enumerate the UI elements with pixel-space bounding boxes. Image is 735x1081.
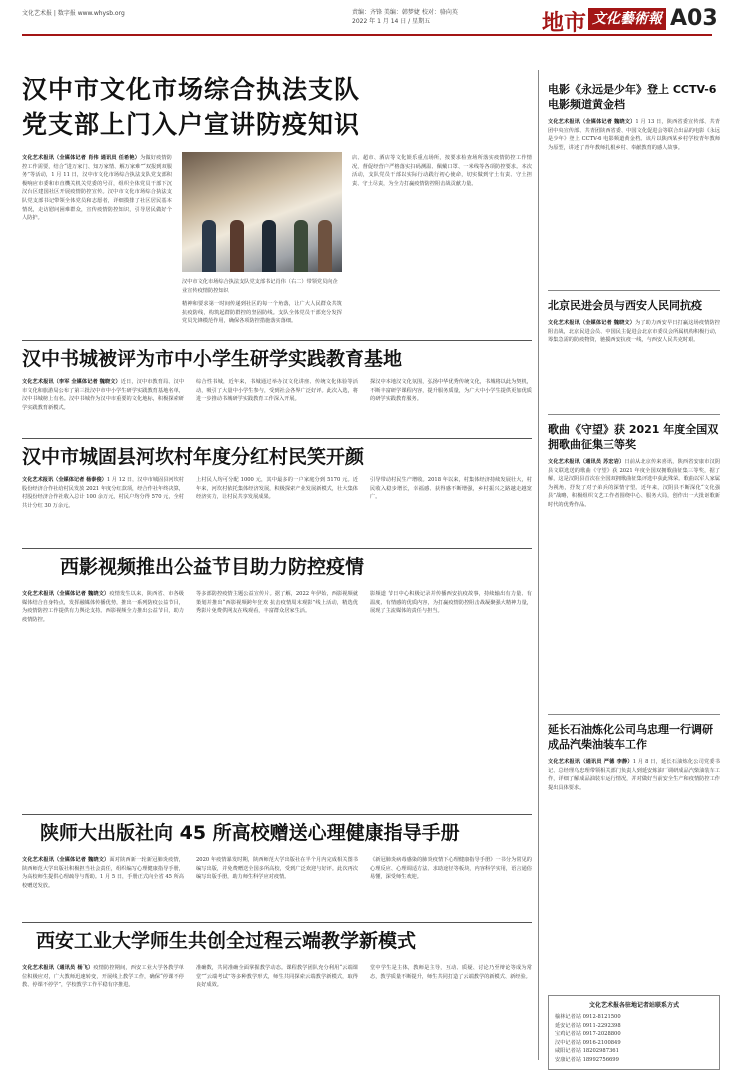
contact-row: 延安记者站 0911-2292398	[555, 1022, 621, 1029]
person-figure	[294, 220, 308, 272]
article-headline: 汉中市城固县河坎村年度分红村民笑开颜	[22, 446, 365, 468]
article-column	[22, 856, 184, 890]
article-film	[548, 82, 720, 152]
article-text: 疫情防控期间，西安工业大学各教学单位积极应对，广大教师迅速转变，开展线上教学工作，确保“停课不停教、停课不停学”，学校教学工作平稳有序推进。	[22, 965, 184, 989]
article-column: 准确数，共同准确全面掌握教学动态。课程教学团队充分利用“云端课堂”“云端考试”等多种教学形式，师生共同探索云端教学新模式，取得良好成效。	[196, 965, 358, 989]
article-column	[548, 758, 720, 792]
article-text: 面对陕西新一轮新冠肺炎疫情，陕西师范大学出版社积极担当社会责任，组织编写心理健康指导手册，为高校师生提供心理疏导与帮助。1 月 5 日，手册正式向全省 45 所高校赠送发放。	[22, 857, 184, 889]
page-header	[22, 4, 718, 36]
section-divider	[548, 414, 720, 415]
article-column: 探汉中本地汉文化氛围，弘扬中华优秀传统文化，书城将以此为契机，不断丰富研学课程内容，提升服务质量，为广大中小学生提供更加优质的研学实践教育服务。	[370, 379, 532, 403]
contact-row: 安康记者站 18992756699	[555, 1056, 619, 1063]
article-headline: 陕师大出版社向 45 所高校赠送心理健康指导手册	[40, 822, 460, 844]
article-column: 等多部防控疫情主题公益宣传片。据了解，2022 年伊始，西影视频就策划并推出“西影视频跨年狂欢 抗击疫情周末观影”线上活动，精选优秀影片免费供网友在线观看，丰富群众居家生活。	[196, 591, 358, 615]
column-divider	[538, 70, 539, 1060]
article-byline: 文化艺术报讯（全媒体记者 肖伟 通讯员 任希艳）	[22, 155, 141, 161]
article-bookstore	[22, 348, 532, 411]
article-headline: 西安工业大学师生共创全过程云端教学新模式	[36, 930, 417, 952]
article-text: 为了助力西安早日打赢这场疫情防控阻击战，北京民进会员、中国民主促进会北京市委员会所属机构积极行动，筹集急需的防疫物资，驰援西安抗疫一线，与西安人民共克时艰。	[548, 320, 720, 344]
article-byline: 文化艺术报讯（通讯员 杨飞）	[22, 965, 94, 971]
section-divider	[548, 290, 720, 291]
section-divider	[548, 714, 720, 715]
article-song	[548, 422, 720, 510]
edition-info	[352, 8, 458, 26]
person-figure	[262, 220, 276, 272]
article-columns	[22, 590, 532, 624]
article-enforcement	[22, 72, 532, 325]
site-info: 文化艺术报 | 数字报 www.whysb.org	[22, 10, 125, 17]
section-divider	[22, 438, 532, 439]
news-photo	[182, 152, 342, 272]
contact-row: 汉中记者站 0916-2100849	[555, 1039, 621, 1046]
article-byline: 文化艺术报讯（全媒体记者 魏晓文）	[22, 591, 110, 597]
contact-row: 榆林记者站 0912-8121500	[555, 1014, 621, 1020]
article-text: 日前从北京传来喜讯，陕西省安康市汉阴县文联选送的歌曲《守望》获 2021 年度全国双拥歌曲征集三等奖，据了解，这是汉阴县首次在全国双拥歌曲征集评选中获此殊荣。歌曲以军人家属为视角，抒发了对子弟兵的深情守望。近年来，汉阴县不断深化“文化强县”战略，积极组织文艺工作者围绕中心、服务大局，创作出一大批讴歌新时代的优秀作品。	[548, 459, 720, 508]
section-name: 地市	[542, 10, 587, 36]
article-columns	[22, 964, 532, 990]
article-byline: 文化艺术报讯（全媒体记者 魏晓文）	[548, 119, 636, 125]
article-byline: 文化艺术报讯（全媒体记者 杨泰俊）	[22, 477, 107, 483]
article-headline: 汉中市文化市场综合执法支队党支部上门入户宣讲防疫知识	[22, 75, 361, 139]
article-text: 为做好疫情防控工作需要，结合“进万家门、知万家情、解万家难”“双报到双服务”等活动，1 月 11 日，汉中市文化市场综合执法支队党支部积极响应市委和市直機关机关党委的号召，组织全体党员干部下沉汉台区建国社区开展疫情防控宣传。汉中市文化市场综合执法支队党支部书记带领全体党员和志愿者，详细摸排了社区居民基本情况，走访慰问困难群众，宣传疫情防控知识，引导居民做好个人防护。	[22, 155, 172, 222]
section-divider	[22, 548, 532, 549]
article-text: 1 月 12 日，汉中市城固县河坎村股份经济合作社给村民发放 2021 年度分红款项，经合作社年终决算，村股份经济合作社收入总计 100 余万元，村民户均分得 570 元，全村共计分红 30 万余元。	[22, 477, 184, 509]
article-text: 疫情发生以来，陕西省、市各级媒体结合自身特点，发挥融媒体传播优势，推出一系列防疫公益节目，为疫情防控工作提供有力舆论支持。西影视频全力推出公益节目，助力疫情防控。	[22, 591, 184, 623]
article-column: 影频道 节日中心积极记录并传播西安抗疫故事，持续输出有力量、有温度、有情感的优质内容，为打赢疫情防控阻击战凝聚强大精神力量，展现了主流媒体的责任与担当。	[370, 591, 532, 615]
person-figure	[318, 220, 332, 272]
article-columns	[22, 378, 532, 412]
page-number: A03	[670, 6, 718, 31]
article-headline: 歌曲《守望》获 2021 年度全国双拥歌曲征集三等奖	[548, 423, 719, 451]
article-byline: 文化艺术报讯（全媒体记者 魏晓文）	[22, 857, 110, 863]
article-column: 《新冠肺炎病毒感染的肺炎疫情下心理健康指导手册》一书分为常见的心理反应、心理调适方法、求助途径等板块，内容科学实用，语言通俗易懂，深受师生欢迎。	[370, 857, 532, 881]
article-handbook	[40, 822, 510, 844]
article-headline: 西影视频推出公益节目助力防控疫情	[60, 556, 365, 578]
article-columns	[22, 856, 532, 890]
article-text: 1 月 8 日，延长石油炼化公司党委书记、总经理乌忠理带领相关部门负责人到延安炼油厂调研成品汽柴油装车工作，详细了解成品油装车运行情况，并对做好当前安全生产和疫情防控工作提出具体要求。	[548, 759, 720, 791]
editor-credits: 责编：齐锋 美编：韩梦婕 校对：骆向英	[352, 9, 458, 16]
article-headline: 延长石油炼化公司乌忠理一行调研成品汽柴油装车工作	[548, 723, 713, 751]
article-column	[22, 476, 184, 510]
article-beijing	[548, 298, 720, 345]
person-figure	[230, 220, 244, 272]
masthead-logo: 文化藝術報	[588, 8, 666, 30]
article-column	[22, 154, 172, 223]
article-column: 店、超市、酒店等文化娱乐重点场所，按要求检查场所落实疫情防控工作情况，督促经营户严格落实扫码测温、佩戴口罩、一米线等各项防控要求。本次活动，支队党员干部以实际行动践行初心使命，切实做到守土有责、守土担责、守土尽责，为全力打赢疫情防控阻击战贡献力量。	[352, 155, 532, 187]
article-headline: 北京民进会员与西安人民同抗疫	[548, 299, 702, 312]
article-dividend	[22, 446, 532, 509]
article-column	[22, 590, 184, 624]
article-text: 近日，汉中市教育局、汉中市文化和旅游局公布了第三批汉中市中小学生研学实践教育基地名单，汉中书城榜上有名。汉中书城作为汉中市重要的文化地标，积极探索研学实践教育新模式。	[22, 379, 184, 411]
contact-row: 宝鸡记者站 0917-2028800	[555, 1031, 621, 1038]
person-figure	[202, 220, 216, 272]
article-column	[22, 964, 184, 990]
article-xiying	[60, 556, 510, 578]
section-divider	[22, 814, 532, 815]
section-divider	[22, 922, 532, 923]
article-byline: 文化艺术报讯（全媒体记者 魏晓文）	[548, 320, 636, 326]
article-columns	[22, 476, 532, 510]
article-column	[548, 118, 720, 152]
article-column: 上村民人均可分配 1000 元，其中最多的一户家庭分到 5170 元。近年来，河坎村依托集体经济发展，积极探索产业发展新模式，壮大集体经济实力，让村民共享发展成果。	[196, 477, 358, 501]
article-byline: 文化艺术报讯（李军 全媒体记者 魏晓文）	[22, 379, 121, 385]
issue-date: 2022 年 1 月 14 日 / 星期五	[352, 18, 431, 25]
article-figure	[182, 152, 342, 295]
contact-box	[548, 995, 720, 1070]
article-headline: 电影《永远是少年》登上 CCTV-6 电影频道黄金档	[548, 83, 717, 111]
article-text: 1 月 13 日，陕西省委宣传部、共青团中央宣传部、共青团陕西省委、中国文化促进会等联合出品的电影《永远是少年》登上 CCTV-6 电影频道黄金档。该片以陕西某乡村学校青年教师为原型，讲述了青年教师扎根乡村、奉献教育的感人故事。	[548, 119, 720, 151]
contact-title: 文化艺术报各驻地记者站联系方式	[588, 1002, 679, 1009]
article-column	[548, 319, 720, 345]
article-yanchang	[548, 722, 720, 792]
article-column: 精神和要求第一时间传递到社区的每一个角落，让广大人民群众共筑抗疫防线，构筑起群防群控的坚固防线。支队全体党员干部充分发挥党员先锋模范作用，确保各项防控措施落实落细。	[182, 301, 342, 325]
article-headline: 汉中书城被评为市中小学生研学实践教育基地	[22, 348, 403, 370]
article-column: 引导带动村民生产增收。2018 年以来，村集体经济持续发展壮大，村民收入稳步增长，幸福感、获得感不断增强，乡村振兴之路越走越宽广。	[370, 477, 532, 501]
photo-caption: 汉中市文化市场综合执法支队党支部书记肖伟（右二）带领党员向企业宣传疫情防控知识	[182, 279, 338, 294]
article-byline: 文化艺术报讯（通讯员 苏宏岩）	[548, 459, 625, 465]
article-column: 综合性书城，近年来，书城通过举办汉文化讲座、传统文化体验等活动，吸引了大量中小学生参与，受到社会各界广泛好评。此次入选，将进一步推动书城研学实践教育工作深入开展。	[196, 379, 358, 403]
article-column: 2020 年疫情暴发时期，陕西师范大学出版社在半个月内完成相关图书编写出版，并免费赠送全国多所高校，受到广泛欢迎与好评。此次再次编写出版手册，助力师生科学应对疫情。	[196, 857, 358, 881]
article-column	[548, 458, 720, 510]
article-cloud-teaching	[36, 930, 516, 952]
article-column	[22, 378, 184, 412]
article-column: 堂中学生是主体，教师是主导，互动、质疑、讨论乃至辩论等成为常态，教学质量不断提升，师生共同打造了云端教学的新模式、新经验。	[370, 965, 532, 980]
article-byline: 文化艺术报讯（通讯员 严德 李静）	[548, 759, 633, 765]
contact-row: 咸阳记者站 18202987361	[555, 1048, 619, 1055]
section-divider	[22, 340, 532, 341]
